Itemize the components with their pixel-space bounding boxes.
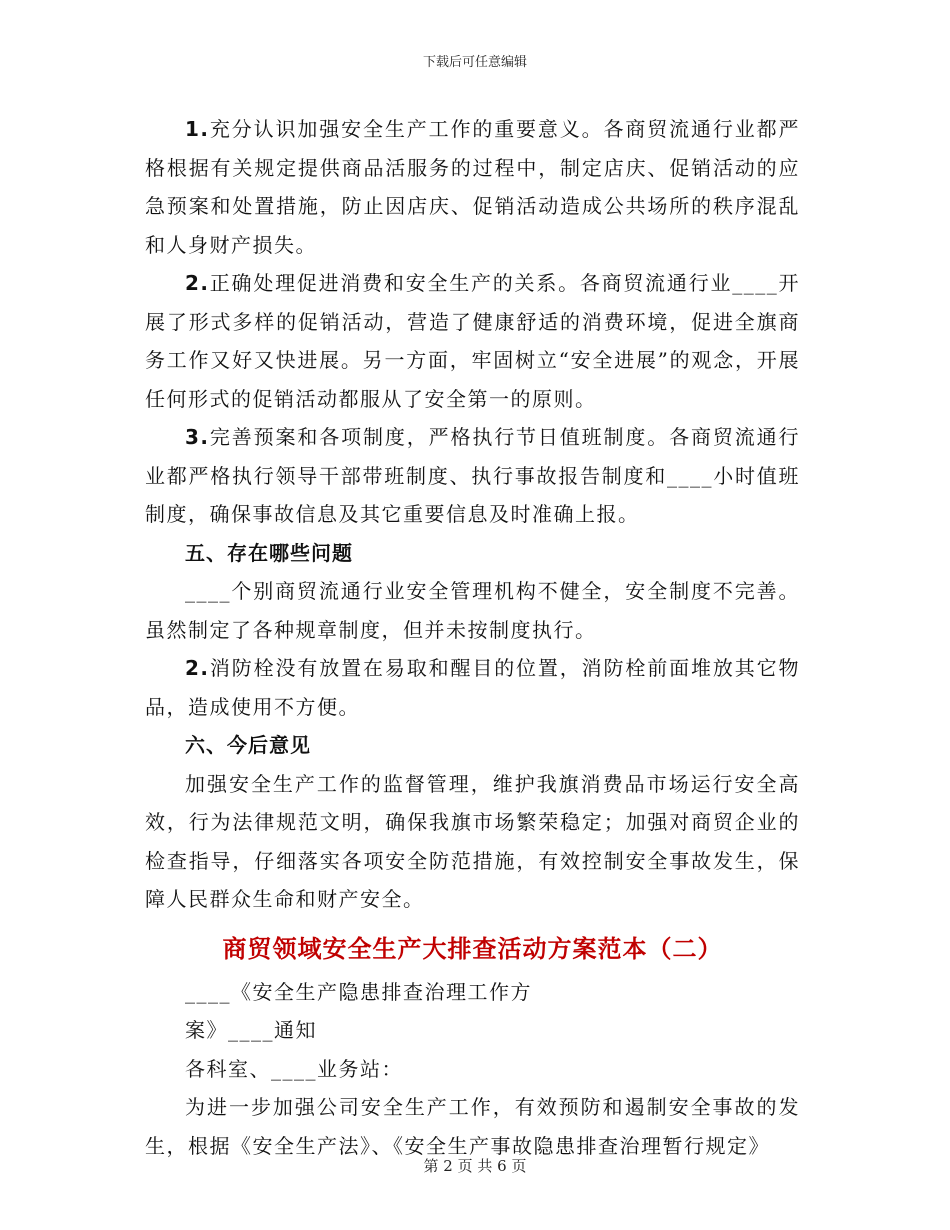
page-footer: 第 2 页 共 6 页 bbox=[423, 1157, 527, 1175]
paragraph-9: 各科室、____业务站： bbox=[185, 1056, 403, 1081]
section-heading-5: 五、存在哪些问题 bbox=[185, 540, 353, 565]
paragraph-5: 2.消防栓没有放置在易取和醒目的位置，消防栓前面堆放其它物品，造成使用不方便。 bbox=[145, 656, 800, 719]
paragraph-10: 为进一步加强公司安全生产工作，有效预防和遏制安全事故的发生，根据《安全生产法》、《安全生产事故隐患排查治理暂行规定》 bbox=[145, 1095, 800, 1158]
paragraph-1: 1.充分认识加强安全生产工作的重要意义。各商贸流通行业都严格根据有关规定提供商品活服务的过程中，制定店庆、促销活动的应急预案和处置措施，防止因店庆、促销活动造成公共场所的秩序混乱和人身财产损失。 bbox=[145, 117, 800, 257]
paragraph-3: 3.完善预案和各项制度，严格执行节日值班制度。各商贸流通行业都严格执行领导干部带班制度、执行事故报告制度和____小时值班制度，确保事故信息及其它重要信息及时准确上报。 bbox=[145, 425, 800, 526]
page-header: 下载后可任意编辑 bbox=[422, 55, 527, 70]
section-heading-6: 六、今后意见 bbox=[185, 733, 311, 757]
paragraph-6: 加强安全生产工作的监督管理，维护我旗消费品市场运行安全高效，行为法律规范文明，确保我旗市场繁荣稳定；加强对商贸企业的检查指导，仔细落实各项安全防范措施，有效控制安全事故发生，保障人民群众生命和财产安全。 bbox=[145, 771, 800, 911]
document-body bbox=[145, 110, 800, 1165]
paragraph-2: 2.正确处理促进消费和安全生产的关系。各商贸流通行业____开展了形式多样的促销活动，营造了健康舒适的消费环境，促进全旗商务工作又好又快进展。另一方面，牢固树立“安全进展”的观念，开展任何形式的促销活动都服从了安全第一的原则。 bbox=[145, 271, 800, 411]
paragraph-8: 案》____通知 bbox=[185, 1018, 317, 1042]
paragraph-4: ____个别商贸流通行业安全管理机构不健全，安全制度不完善。虽然制定了各种规章制度，但并未按制度执行。 bbox=[145, 579, 800, 642]
document-title: 商贸领域安全生产大排查活动方案范本（二） bbox=[222, 933, 723, 963]
paragraph-7: ____《安全生产隐患排查治理工作方 bbox=[185, 979, 532, 1004]
